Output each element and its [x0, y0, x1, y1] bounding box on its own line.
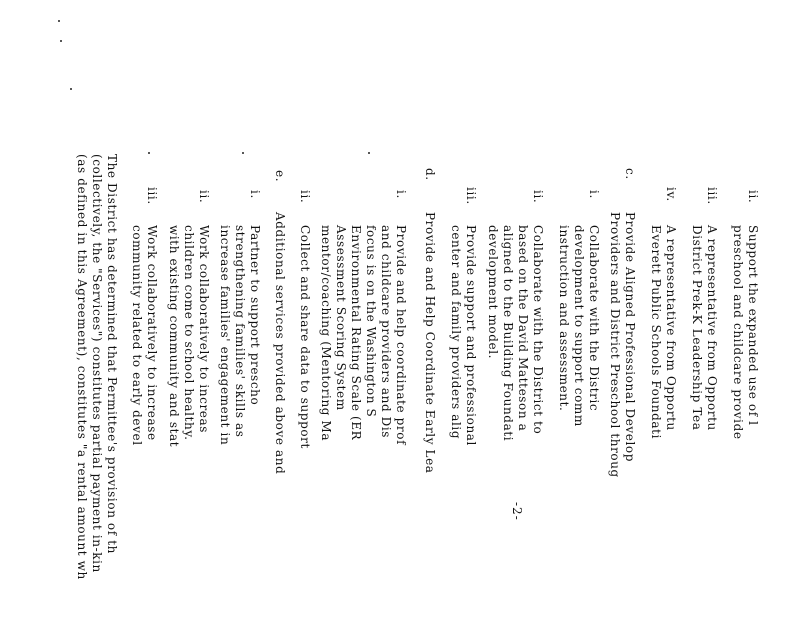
list-item-text: children come to school healthy. [182, 225, 196, 441]
list-item-text: Work collaboratively to increase [145, 225, 159, 441]
section-heading: Providers and District Preschool throug [608, 212, 622, 478]
list-item-text: Provide and help coordinate prof [394, 225, 408, 446]
list-item-text: mentor/coaching (Mentoring Ma [319, 225, 333, 442]
list-marker: iii. [145, 187, 159, 205]
list-item-text: Work collaboratively to increas [197, 225, 211, 434]
list-item-text: Provide support and professional [464, 225, 478, 446]
list-item-text: A representative from Opportu [705, 225, 719, 431]
list-marker: i. [248, 190, 262, 199]
list-item-text: Assessment Scoring System [334, 225, 348, 411]
scan-speck [242, 152, 244, 154]
list-item-text: based on the David Matteson a [516, 225, 530, 432]
list-item-text: with existing community and stat [167, 225, 181, 448]
list-item-text: Collaborate with the Distric [587, 225, 601, 412]
list-item-text: and childcare providers and Dis [379, 225, 393, 439]
list-marker: i. [587, 190, 601, 199]
closing-paragraph-line: The District has determined that Permittee's provision of th [105, 154, 119, 554]
list-item-text: strengthening families' skills as [233, 225, 247, 438]
list-item-text: instruction and assessment. [557, 225, 571, 412]
scan-speck [70, 88, 72, 90]
closing-paragraph-line: (as defined in this Agreement), constitutes "a rental amount wh [75, 154, 89, 580]
list-item-text: Support the expanded use of l [746, 225, 760, 426]
list-item-text: District Prek-K Leadership Tea [690, 225, 704, 431]
closing-paragraph-line: (collectively, the "Services") constitutes partial payment in-kin [90, 154, 104, 573]
list-item-text: preschool and childcare provide [731, 225, 745, 440]
list-item-text: Collaborate with the District to [531, 225, 545, 435]
scan-speck [368, 152, 370, 154]
scan-speck [148, 152, 150, 154]
list-marker: i. [394, 190, 408, 199]
list-marker: ii. [746, 190, 760, 204]
list-item-text: development model. [486, 225, 500, 360]
list-marker: ii. [531, 190, 545, 204]
section-heading: Additional services provided above and [273, 212, 287, 475]
list-marker: iv. [664, 187, 678, 202]
list-item-text: Everett Public Schools Foundati [649, 225, 663, 440]
list-item-text: Partner to support prescho [248, 225, 262, 406]
section-marker: d. [423, 168, 437, 181]
section-heading: Provide Aligned Professional Develop [623, 212, 637, 463]
list-marker: iii. [464, 187, 478, 205]
list-item-text: center and family providers alig [449, 225, 463, 440]
list-marker: iii. [705, 187, 719, 205]
list-item-text: A representative from Opportu [664, 225, 678, 431]
list-marker: ii. [197, 190, 211, 204]
section-marker: e. [273, 170, 287, 183]
list-item-text: development to support comm [572, 225, 586, 427]
scan-speck [58, 20, 60, 22]
list-item-text: increase families' engagement in [218, 225, 232, 446]
list-item-text: aligned to the Building Foundati [501, 225, 515, 442]
list-item-text: focus is on the Washington S [364, 225, 378, 418]
page-number: -2- [510, 502, 524, 521]
section-marker: c. [623, 168, 637, 180]
section-heading: Provide and Help Coordinate Early Lea [423, 212, 437, 474]
scan-speck [60, 40, 62, 42]
list-marker: ii. [298, 190, 312, 204]
list-item-text: community related to early devel [130, 225, 144, 446]
list-item-text: Environmental Rating Scale (ER [349, 225, 363, 441]
list-item-text: Collect and share data to support [298, 225, 312, 449]
